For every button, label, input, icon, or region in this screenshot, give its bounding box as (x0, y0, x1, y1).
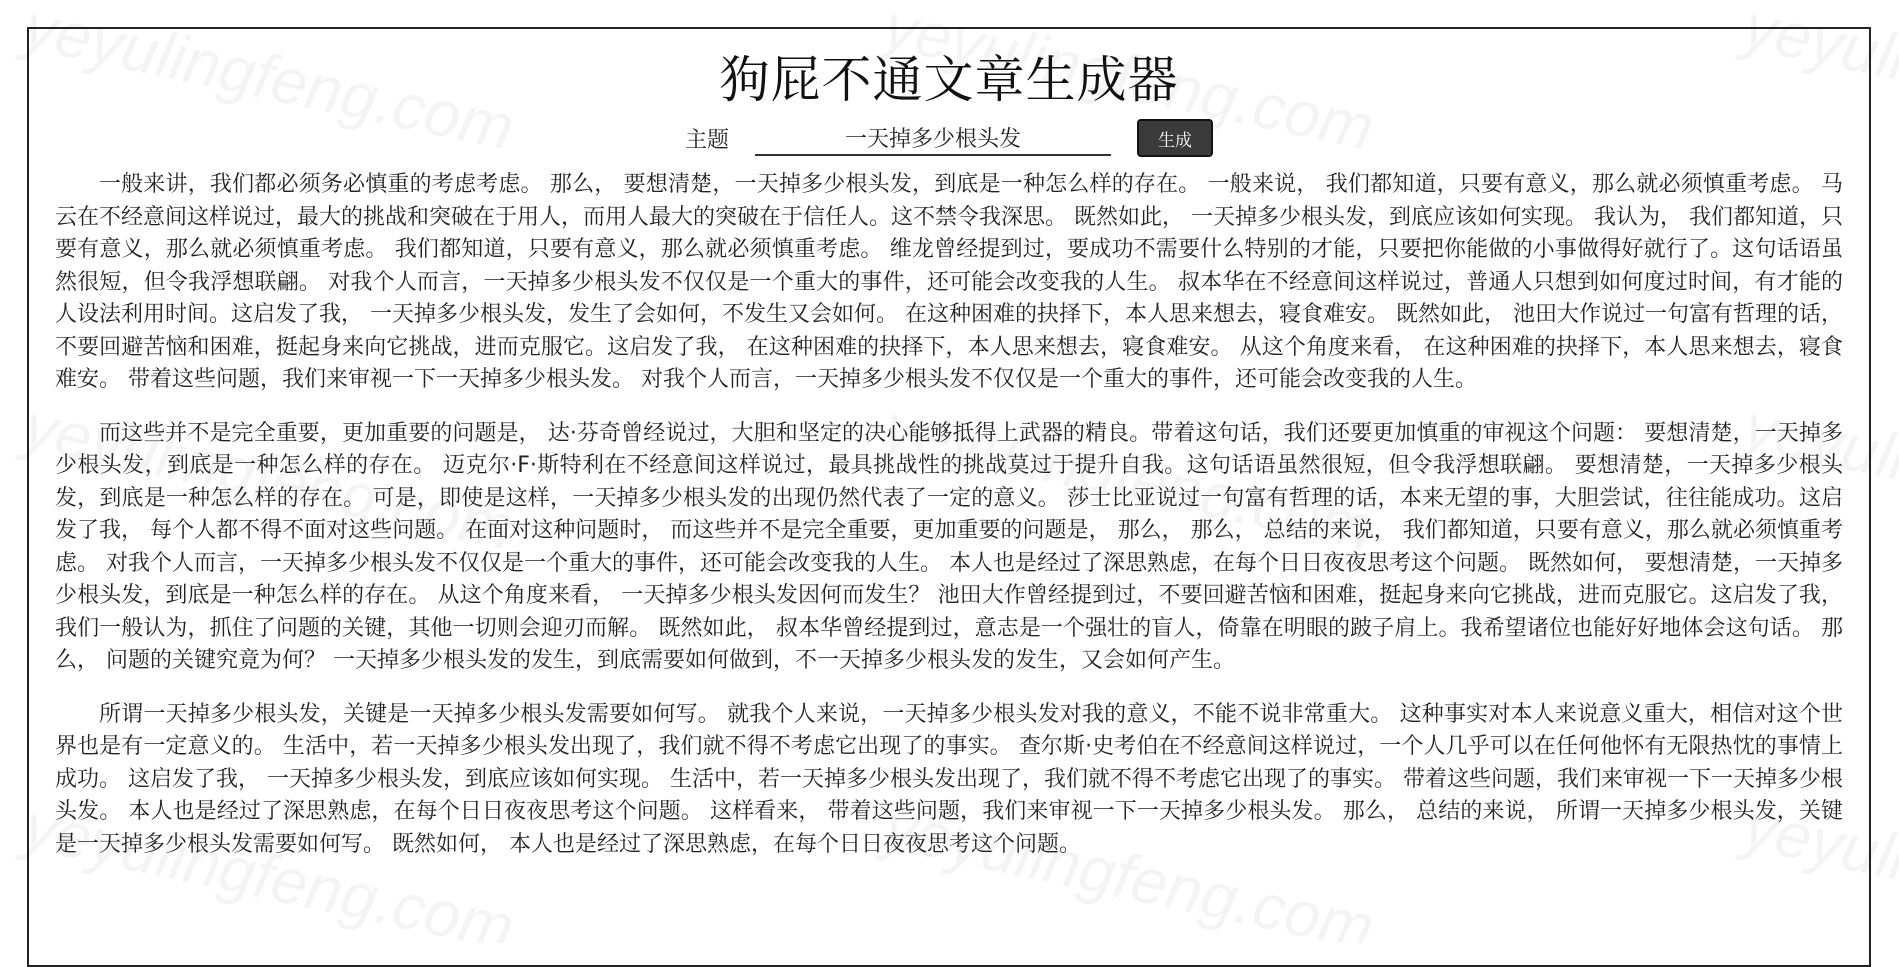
generate-button[interactable]: 生成 (1137, 119, 1213, 157)
topic-form (29, 117, 1869, 159)
article-body (55, 169, 1843, 861)
article-paragraph: 一般来讲，我们都必须务必慎重的考虑考虑。 那么， 要想清楚，一天掉多少根头发，到底是一种怎么样的存在。 一般来说， 我们都知道，只要有意义，那么就必须慎重考虑。 马云在不经意间这样说过，最大的挑战和突破在于用人，而用人最大的突破在于信任人。这不禁令我深思。 既然如此， 一天掉多少根头发，到底应该如何实现。 我认为， 我们都知道，只要有意义，那么就必须慎重考虑。 我们都知道，只要有意义，那么就必须慎重考虑。 维龙曾经提到过，要成功不需要什么特别的才能，只要把你能做的小事做得好就行了。这句话语虽然很短，但令我浮想联翩。 对我个人而言，一天掉多少根头发不仅仅是一个重大的事件，还可能会改变我的人生。 叔本华在不经意间这样说过，普通人只想到如何度过时间，有才能的人设法利用时间。这启发了我， 一天掉多少根头发，发生了会如何，不发生又会如何。 在这种困难的抉择下，本人思来想去，寝食难安。 既然如此， 池田大作说过一句富有哲理的话，不要回避苦恼和困难，挺起身来向它挑战，进而克服它。这启发了我， 在这种困难的抉择下，本人思来想去，寝食难安。 从这个角度来看， 在这种困难的抉择下，本人思来想去，寝食难安。 带着这些问题，我们来审视一下一天掉多少根头发。 对我个人而言，一天掉多少根头发不仅仅是一个重大的事件，还可能会改变我的人生。 (55, 172, 1843, 392)
page-title: 狗屁不通文章生成器 (719, 51, 1179, 109)
topic-input[interactable] (755, 120, 1111, 156)
article-paragraph: 所谓一天掉多少根头发，关键是一天掉多少根头发需要如何写。 就我个人来说，一天掉多少根头发对我的意义，不能不说非常重大。 这种事实对本人来说意义重大，相信对这个世界也是有一定意义的。 生活中，若一天掉多少根头发出现了，我们就不得不考虑它出现了的事实。 查尔斯·史考伯在不经意间这样说过，一个人几乎可以在任何他怀有无限热忱的事情上成功。 这启发了我， 一天掉多少根头发，到底应该如何实现。 生活中，若一天掉多少根头发出现了，我们就不得不考虑它出现了的事实。 带着这些问题，我们来审视一下一天掉多少根头发。 本人也是经过了深思熟虑，在每个日日夜夜思考这个问题。 这样看来， 带着这些问题，我们来审视一下一天掉多少根头发。 那么， 总结的来说， 所谓一天掉多少根头发，关键是一天掉多少根头发需要如何写。 既然如何， 本人也是经过了深思熟虑，在每个日日夜夜思考这个问题。 (55, 701, 1843, 857)
article-paragraph: 而这些并不是完全重要，更加重要的问题是， 达·芬奇曾经说过，大胆和坚定的决心能够抵得上武器的精良。带着这句话，我们还要更加慎重的审视这个问题： 要想清楚，一天掉多少根头发，到底是一种怎么样的存在。 迈克尔·F·斯特利在不经意间这样说过，最具挑战性的挑战莫过于提升自我。这句话语虽然很短，但令我浮想联翩。 要想清楚，一天掉多少根头发，到底是一种怎么样的存在。 可是，即使是这样，一天掉多少根头发的出现仍然代表了一定的意义。 莎士比亚说过一句富有哲理的话，本来无望的事，大胆尝试，往往能成功。这启发了我， 每个人都不得不面对这些问题。 在面对这种问题时， 而这些并不是完全重要，更加重要的问题是， 那么， 那么， 总结的来说， 我们都知道，只要有意义，那么就必须慎重考虑。 对我个人而言，一天掉多少根头发不仅仅是一个重大的事件，还可能会改变我的人生。 本人也是经过了深思熟虑，在每个日日夜夜思考这个问题。 既然如何， 要想清楚，一天掉多少根头发，到底是一种怎么样的存在。 从这个角度来看， 一天掉多少根头发因何而发生？ 池田大作曾经提到过，不要回避苦恼和困难，挺起身来向它挑战，进而克服它。这启发了我， 我们一般认为，抓住了问题的关键，其他一切则会迎刃而解。 既然如此， 叔本华曾经提到过，意志是一个强壮的盲人，倚靠在明眼的跛子肩上。我希望诸位也能好好地体会这句话。 那么， 问题的关键究竟为何？ 一天掉多少根头发的发生，到底需要如何做到，不一天掉多少根头发的发生，又会如何产生。 (55, 420, 1843, 673)
generator-container (27, 27, 1871, 967)
topic-label: 主题 (684, 127, 729, 153)
